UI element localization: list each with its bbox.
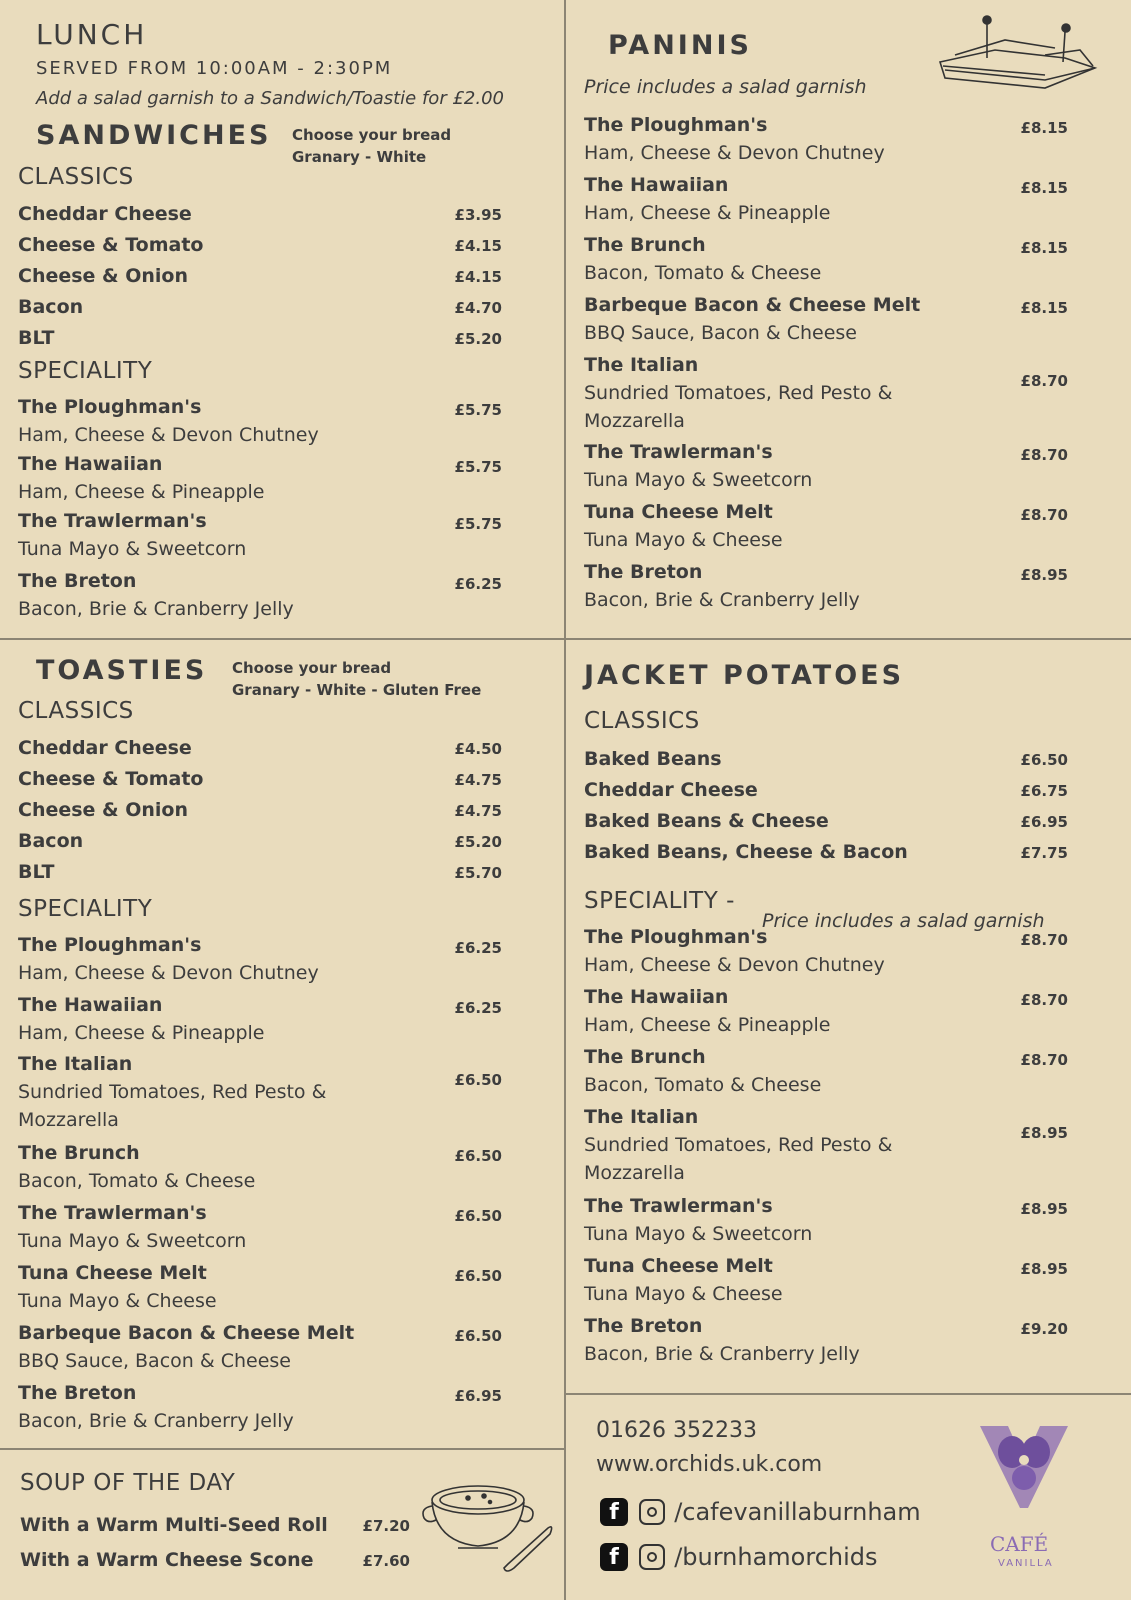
menu-item-price: £8.70 [1020,446,1068,464]
menu-item-price: £6.50 [1020,751,1068,769]
instagram-icon [639,1544,665,1570]
menu-item-name: The Hawaiian [584,986,729,1008]
menu-item-description: Sundried Tomatoes, Red Pesto & [18,1081,327,1103]
menu-item-price: £8.15 [1020,299,1068,317]
menu-item-name: The Hawaiian [18,994,163,1016]
sandwiches-title: SANDWICHES [36,120,272,151]
menu-item-name: Baked Beans [584,748,722,770]
menu-item-description: Sundried Tomatoes, Red Pesto & [584,382,893,404]
menu-item-name: Cheddar Cheese [18,203,192,225]
logo-sub: VANILLA [998,1558,1054,1569]
menu-item-price: £6.50 [454,1147,502,1165]
menu-item-name: The Brunch [584,1046,706,1068]
menu-item-price: £4.75 [454,802,502,820]
menu-item-price: £4.50 [454,740,502,758]
facebook-icon: f [600,1498,628,1526]
menu-item-price: £7.75 [1020,844,1068,862]
menu-item-name: Cheese & Onion [18,265,189,287]
menu-item-name: Tuna Cheese Melt [584,501,773,523]
menu-item-name: Barbeque Bacon & Cheese Melt [18,1322,355,1344]
menu-item-name: Cheddar Cheese [584,779,758,801]
menu-item-name: The Brunch [18,1142,140,1164]
menu-item-price: £3.95 [454,206,502,224]
menu-item-description: Tuna Mayo & Cheese [584,529,783,551]
menu-item-name: The Trawlerman's [18,510,207,532]
menu-item-price: £8.15 [1020,179,1068,197]
menu-item-description: Bacon, Brie & Cranberry Jelly [584,1343,860,1365]
menu-item-name: Tuna Cheese Melt [584,1255,773,1277]
menu-item-name: Bacon [18,830,84,852]
menu-item-name: The Italian [584,354,699,376]
menu-item-name: Baked Beans & Cheese [584,810,829,832]
lunch-served-time: SERVED FROM 10:00AM - 2:30PM [36,58,393,79]
soup-bowl-icon [418,1472,558,1582]
menu-item-description: Tuna Mayo & Sweetcorn [18,1230,247,1252]
menu-item-price: £6.95 [454,1387,502,1405]
row-divider [0,638,1131,640]
menu-item-name: The Ploughman's [18,934,202,956]
menu-item-description: Ham, Cheese & Pineapple [18,481,265,503]
orchid-v-logo-icon [978,1422,1070,1512]
menu-item-description: Bacon, Tomato & Cheese [18,1170,256,1192]
menu-item-description: Bacon, Tomato & Cheese [584,262,822,284]
menu-item-price: £4.15 [454,268,502,286]
menu-item-name: With a Warm Multi-Seed Roll [20,1514,328,1536]
jacket-speciality-title: SPECIALITY - [584,888,735,914]
menu-item-price: £5.75 [454,458,502,476]
panini-sandwich-icon [935,10,1100,95]
facebook-icon: f [600,1543,628,1571]
menu-item-name: The Trawlerman's [584,1195,773,1217]
lunch-title: LUNCH [36,18,148,51]
toasties-title: TOASTIES [36,655,208,686]
menu-item-name: The Hawaiian [584,174,729,196]
menu-item-description: Ham, Cheese & Devon Chutney [18,424,319,446]
menu-item-name: Bacon [18,296,84,318]
menu-item-name: The Breton [18,570,137,592]
contact-phone: 01626 352233 [596,1418,757,1443]
menu-item-name: The Trawlerman's [18,1202,207,1224]
menu-item-price: £5.20 [454,330,502,348]
soup-title: SOUP OF THE DAY [20,1470,236,1496]
menu-item-price: £6.50 [454,1207,502,1225]
menu-item-price: £6.50 [454,1267,502,1285]
menu-item-name: BLT [18,861,55,883]
menu-item-price: £6.50 [454,1071,502,1089]
menu-item-price: £5.70 [454,864,502,882]
menu-item-price: £8.70 [1020,372,1068,390]
social-row-1[interactable] [600,1498,921,1526]
menu-item-price: £5.75 [454,515,502,533]
menu-item-price: £5.75 [454,401,502,419]
sandwiches-classics-title: CLASSICS [18,164,134,190]
menu-item-name: The Italian [18,1053,133,1075]
menu-item-price: £8.95 [1020,566,1068,584]
menu-item-description: BBQ Sauce, Bacon & Cheese [584,322,857,344]
contact-website[interactable]: www.orchids.uk.com [596,1452,823,1477]
menu-item-description: Ham, Cheese & Devon Chutney [18,962,319,984]
menu-item-name: The Brunch [584,234,706,256]
menu-item-description: Tuna Mayo & Sweetcorn [18,538,247,560]
menu-item-description: Tuna Mayo & Cheese [584,1283,783,1305]
menu-item-price: £7.20 [362,1517,410,1535]
menu-item-name: The Ploughman's [584,114,768,136]
menu-item-price: £6.25 [454,939,502,957]
menu-item-description: Bacon, Tomato & Cheese [584,1074,822,1096]
jacket-classics-title: CLASSICS [584,708,700,734]
bread-choice-options: Granary - White [292,148,427,166]
menu-item-description: Tuna Mayo & Sweetcorn [584,469,813,491]
menu-item-description: Ham, Cheese & Devon Chutney [584,142,885,164]
toasties-speciality-title: SPECIALITY [18,896,153,922]
menu-item-description: Sundried Tomatoes, Red Pesto & [584,1134,893,1156]
menu-item-name: With a Warm Cheese Scone [20,1549,314,1571]
menu-item-name: Cheese & Onion [18,799,189,821]
menu-item-price: £9.20 [1020,1320,1068,1338]
menu-item-price: £4.15 [454,237,502,255]
menu-item-name: The Trawlerman's [584,441,773,463]
menu-item-description: Bacon, Brie & Cranberry Jelly [18,598,294,620]
menu-item-description: Mozzarella [584,410,685,432]
menu-item-description: Ham, Cheese & Pineapple [584,1014,831,1036]
menu-item-name: Cheese & Tomato [18,234,204,256]
menu-item-name: Cheddar Cheese [18,737,192,759]
menu-item-name: Cheese & Tomato [18,768,204,790]
menu-item-price: £8.70 [1020,931,1068,949]
menu-item-price: £8.15 [1020,239,1068,257]
menu-item-price: £6.50 [454,1327,502,1345]
menu-item-price: £8.95 [1020,1260,1068,1278]
menu-item-price: £7.60 [362,1552,410,1570]
social-row-2[interactable] [600,1543,878,1571]
paninis-title: PANINIS [608,30,752,61]
toasties-bread-choice [232,657,481,701]
menu-item-name: The Hawaiian [18,453,163,475]
menu-item-name: BLT [18,327,55,349]
menu-item-description: Tuna Mayo & Cheese [18,1290,217,1312]
menu-item-description: Mozzarella [584,1162,685,1184]
menu-item-price: £8.70 [1020,506,1068,524]
bread-choice-label: Choose your bread [292,126,452,144]
jacket-speciality-note: Price includes a salad garnish [762,910,1045,932]
menu-item-description: Bacon, Brie & Cranberry Jelly [584,589,860,611]
menu-item-price: £8.70 [1020,1051,1068,1069]
menu-item-name: The Breton [584,1315,703,1337]
soup-divider [0,1448,565,1450]
menu-item-description: Ham, Cheese & Pineapple [18,1022,265,1044]
menu-item-price: £6.75 [1020,782,1068,800]
menu-item-price: £6.25 [454,575,502,593]
menu-item-name: Tuna Cheese Melt [18,1262,207,1284]
jacket-title: JACKET POTATOES [584,660,905,691]
menu-item-name: The Ploughman's [584,926,768,948]
menu-item-description: BBQ Sauce, Bacon & Cheese [18,1350,291,1372]
column-divider [564,0,566,1600]
bread-choice-options: Granary - White - Gluten Free [232,681,482,699]
menu-item-price: £4.75 [454,771,502,789]
toasties-classics-title: CLASSICS [18,698,134,724]
menu-item-name: Barbeque Bacon & Cheese Melt [584,294,921,316]
menu-item-price: £6.25 [454,999,502,1017]
menu-item-price: £8.95 [1020,1200,1068,1218]
sandwiches-speciality-title: SPECIALITY [18,358,153,384]
lunch-note: Add a salad garnish to a Sandwich/Toastie for £2.00 [36,88,504,109]
menu-item-price: £5.20 [454,833,502,851]
paninis-note: Price includes a salad garnish [584,76,867,98]
social-handle-2: /burnhamorchids [674,1543,878,1571]
menu-item-name: The Ploughman's [18,396,202,418]
menu-item-description: Tuna Mayo & Sweetcorn [584,1223,813,1245]
menu-item-price: £4.70 [454,299,502,317]
menu-item-description: Ham, Cheese & Pineapple [584,202,831,224]
menu-item-name: Baked Beans, Cheese & Bacon [584,841,908,863]
menu-item-price: £8.15 [1020,119,1068,137]
logo-name: CAFÉ [990,1532,1049,1556]
bread-choice-label: Choose your bread [232,659,392,677]
menu-item-price: £8.95 [1020,1124,1068,1142]
instagram-icon [639,1499,665,1525]
sandwiches-bread-choice [292,124,451,168]
menu-item-description: Bacon, Brie & Cranberry Jelly [18,1410,294,1432]
menu-item-name: The Italian [584,1106,699,1128]
menu-item-name: The Breton [18,1382,137,1404]
social-handle-1: /cafevanillaburnham [674,1498,921,1526]
menu-item-price: £6.95 [1020,813,1068,831]
menu-item-description: Mozzarella [18,1109,119,1131]
menu-item-name: The Breton [584,561,703,583]
menu-item-description: Ham, Cheese & Devon Chutney [584,954,885,976]
contact-divider [565,1393,1131,1395]
menu-item-price: £8.70 [1020,991,1068,1009]
